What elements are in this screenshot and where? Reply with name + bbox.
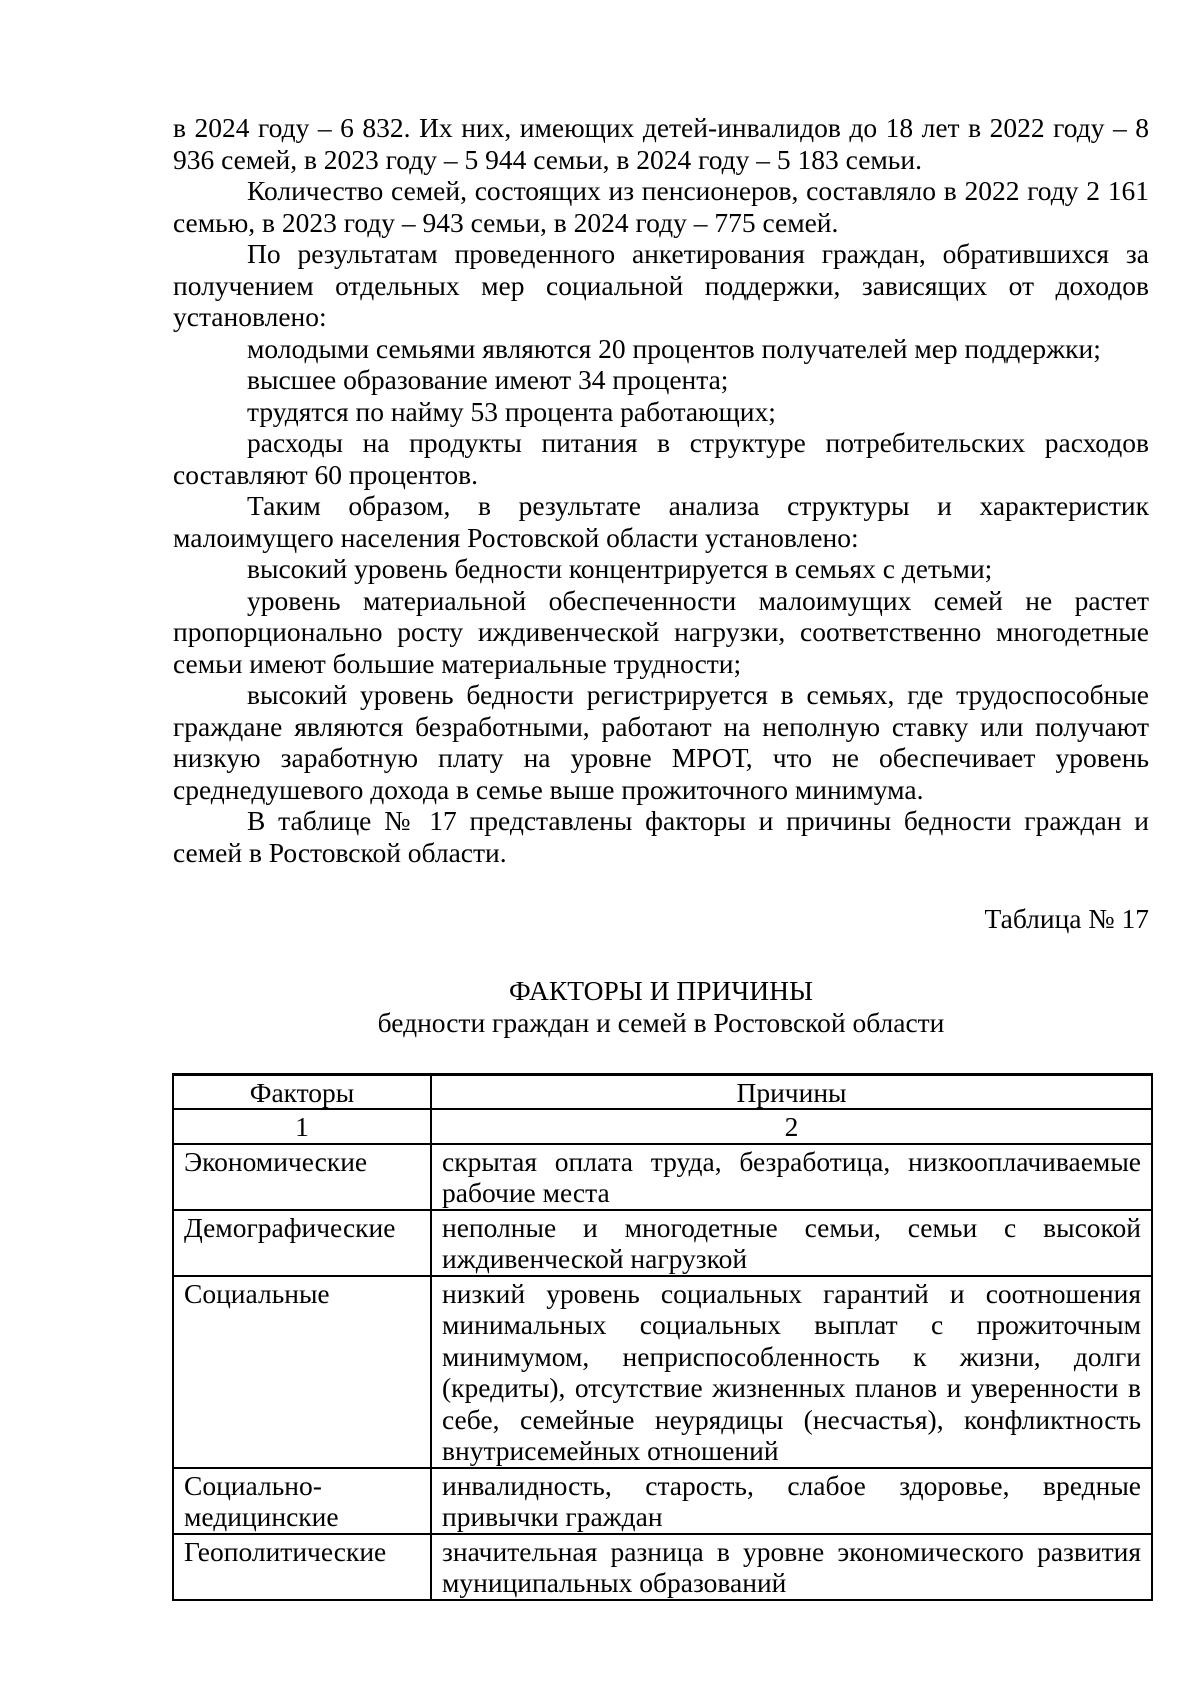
list-item: трудятся по найму 53 процента работающих;	[247, 395, 776, 427]
table-header-row	[173, 1074, 1152, 1109]
list-item: молодыми семьями являются 20 процентов получателей мер поддержки;	[247, 332, 1101, 364]
column-number: 2	[431, 1109, 1152, 1144]
table-row	[173, 1144, 1152, 1210]
column-number: 1	[173, 1109, 431, 1144]
list-item: высокий уровень бедности регистрируется в семьях, где трудоспособные граждане являются безработными, работают на неполную ставку или получают низкую заработную плату на уровне МРОТ, что не обеспечивает уровень среднедушевого дохода в семье выше прожиточного минимума.	[173, 679, 1149, 805]
reason-cell: неполные и многодетные семьи, семьи с высокой иждивенческой нагрузкой	[431, 1210, 1152, 1276]
factor-cell: Геополитические	[173, 1534, 431, 1600]
reason-cell: низкий уровень социальных гарантий и соотношения минимальных социальных выплат с прожиточным минимумом, неприспособленность к жизни, долги (кредиты), отсутствие жизненных планов и уверенности в себе, семейные неурядицы (несчастья), конфликтность внутрисемейных отношений	[431, 1276, 1152, 1468]
factors-table	[172, 1073, 1153, 1601]
column-header-factors: Факторы	[173, 1074, 431, 1109]
list-item: уровень материальной обеспеченности малоимущих семей не растет пропорционально росту иждивенческой нагрузки, соответственно многодетные семьи имеют большие материальные трудности;	[173, 584, 1149, 679]
table-row	[173, 1468, 1152, 1534]
table-subtitle: бедности граждан и семей в Ростовской области	[377, 1006, 945, 1038]
paragraph: В таблице № 17 представлены факторы и причины бедности граждан и семей в Ростовской области.	[173, 805, 1149, 868]
reason-cell: значительная разница в уровне экономического развития муниципальных образований	[431, 1534, 1152, 1600]
table-title: ФАКТОРЫ И ПРИЧИНЫ	[509, 974, 813, 1006]
reason-cell: скрытая оплата труда, безработица, низкооплачиваемые рабочие места	[431, 1144, 1152, 1210]
document-page	[173, 112, 1149, 1601]
table-row	[173, 1210, 1152, 1276]
table-row	[173, 1534, 1152, 1600]
factor-cell: Экономические	[173, 1144, 431, 1210]
paragraph: Количество семей, состоящих из пенсионеров, составляло в 2022 году 2 161 семью, в 2023 году – 943 семьи, в 2024 году – 775 семей.	[173, 175, 1149, 238]
factor-cell: Социально-медицинские	[173, 1468, 431, 1534]
paragraph: Таким образом, в результате анализа структуры и характеристик малоимущего населения Ростовской области установлено:	[173, 490, 1149, 553]
paragraph: в 2024 году – 6 832. Их них, имеющих детей-инвалидов до 18 лет в 2022 году – 8 936 семей, в 2023 году – 5 944 семьи, в 2024 году – 5 183 семьи.	[173, 112, 1149, 175]
factor-cell: Социальные	[173, 1276, 431, 1468]
reason-cell: инвалидность, старость, слабое здоровье, вредные привычки граждан	[431, 1468, 1152, 1534]
column-number-row	[173, 1109, 1152, 1144]
column-header-reasons: Причины	[431, 1074, 1152, 1109]
table-row	[173, 1276, 1152, 1468]
table-caption: Таблица № 17	[984, 903, 1149, 934]
list-item: высокий уровень бедности концентрируется в семьях с детьми;	[247, 553, 993, 584]
paragraph: По результатам проведенного анкетирования граждан, обратившихся за получением отдельных мер социальной поддержки, зависящих от доходов установлено:	[173, 238, 1149, 332]
list-item: расходы на продукты питания в структуре потребительских расходов составляют 60 процентов.	[173, 427, 1149, 490]
list-item: высшее образование имеют 34 процента;	[247, 364, 729, 395]
factor-cell: Демографические	[173, 1210, 431, 1276]
